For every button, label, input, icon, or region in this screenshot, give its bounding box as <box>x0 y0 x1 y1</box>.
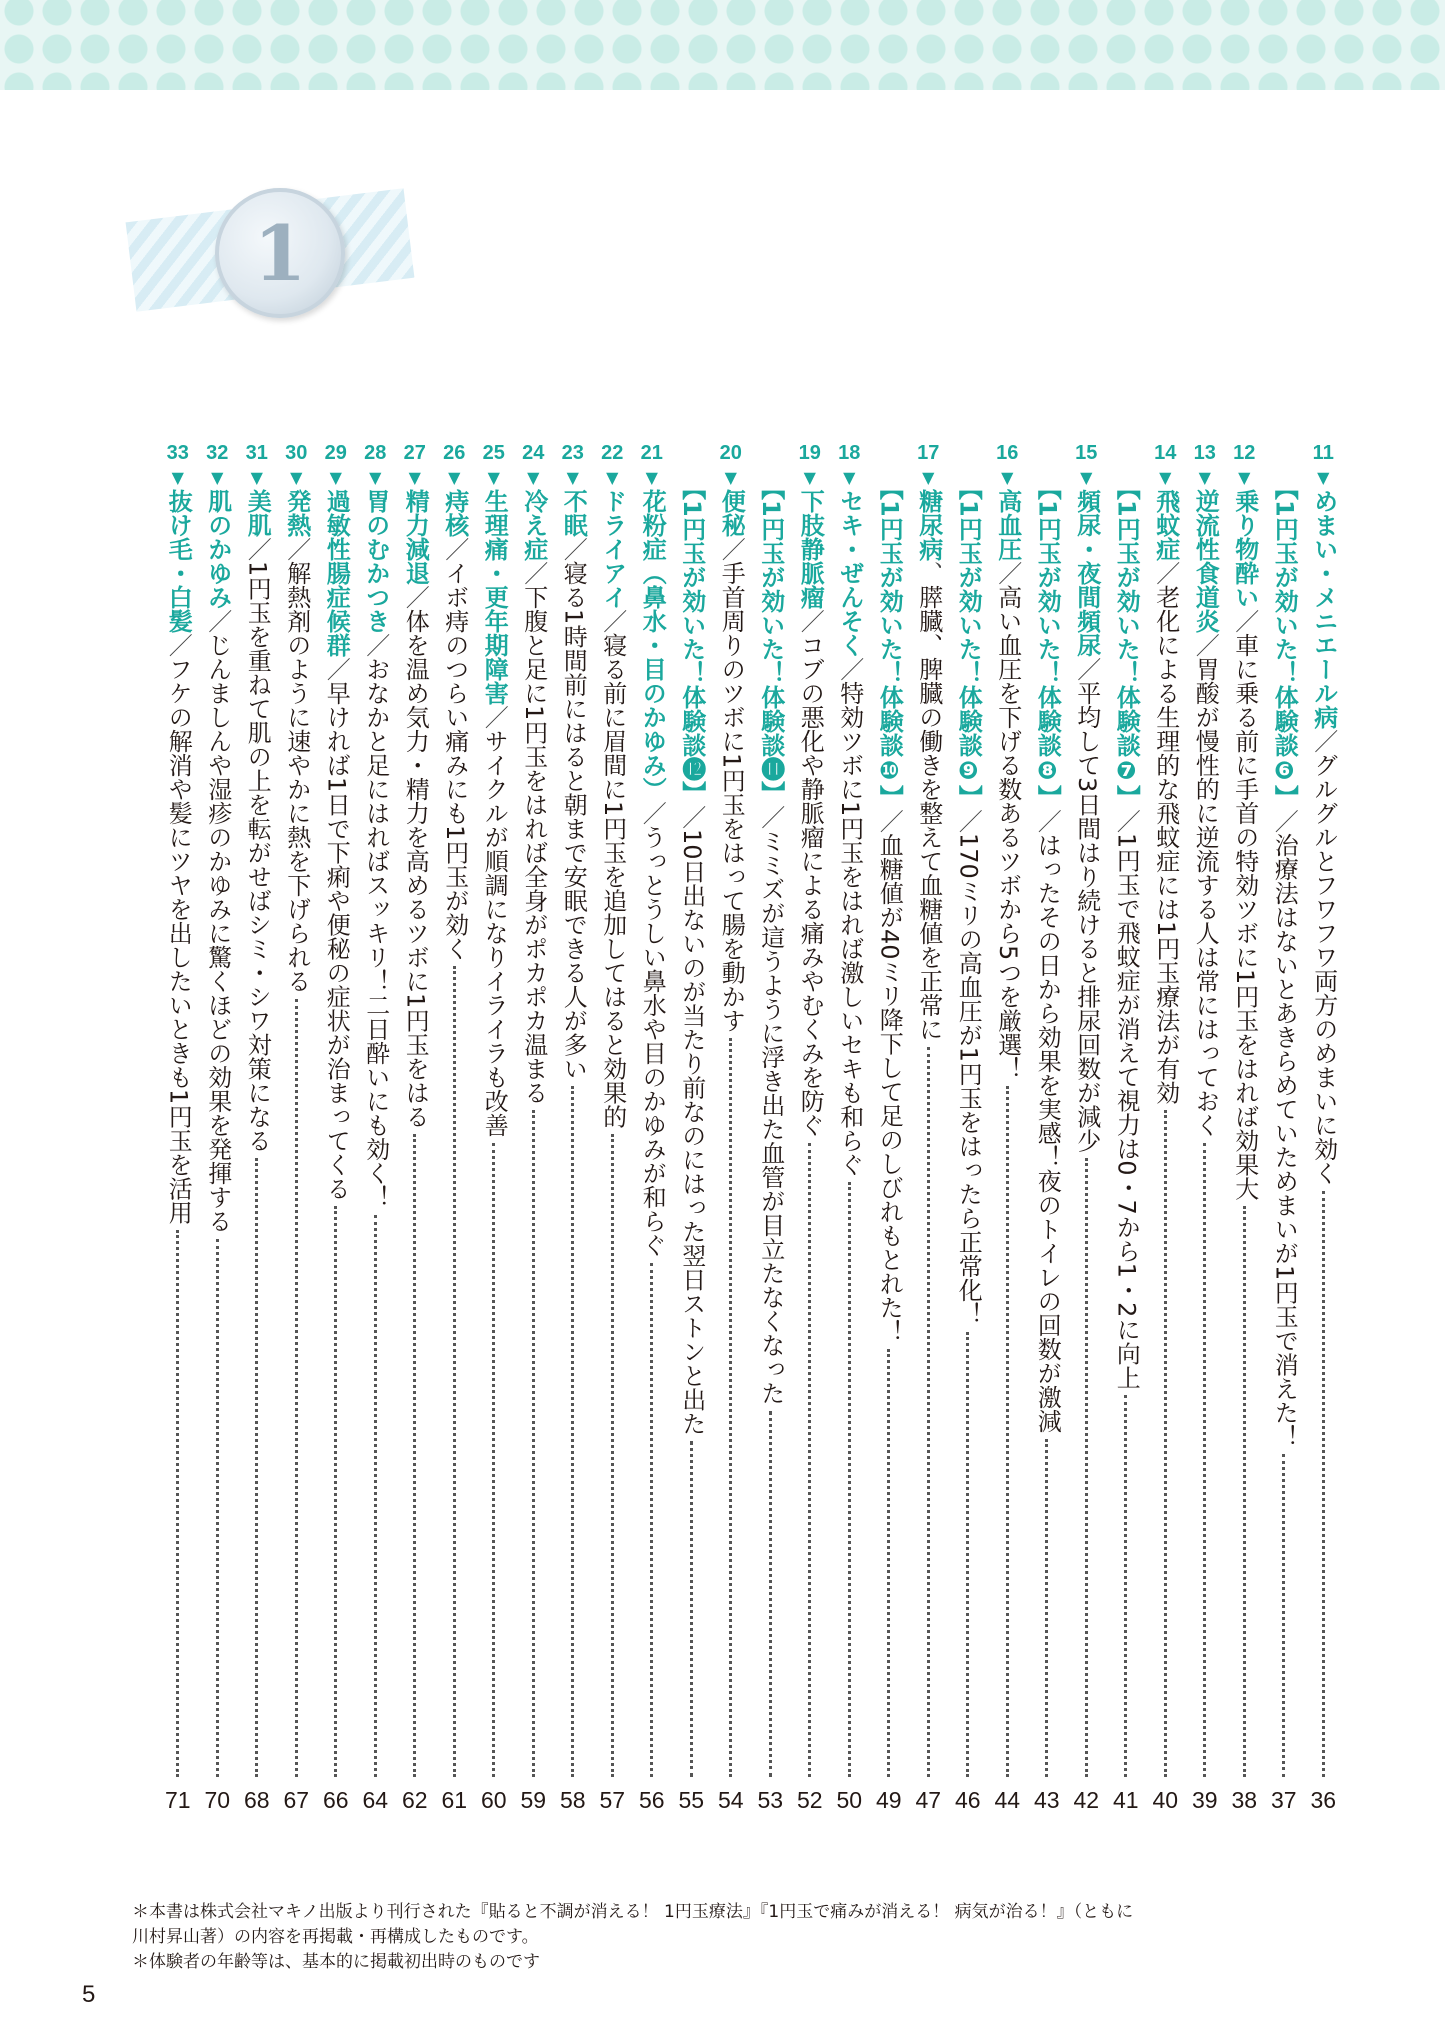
toc-entry[interactable] <box>277 438 317 1818</box>
dotted-leader <box>453 966 456 1777</box>
entry-title: 痔核 <box>440 489 469 537</box>
toc-entry[interactable] <box>632 438 672 1818</box>
entry-body <box>672 468 711 1783</box>
experience-label: 【1円玉が効いた！体験談⓫】 <box>756 476 785 805</box>
dotted-leader <box>1322 1191 1325 1777</box>
entry-description: コブの悪化や静脈瘤による痛みやむくみを防ぐ <box>796 633 825 1137</box>
entry-title: 抜け毛・白髪 <box>164 489 193 633</box>
triangle-icon: ▼ <box>1155 468 1175 487</box>
entry-description: 1円玉を重ねて肌の上を転がせばシミ・シワ対策になる <box>243 561 272 1153</box>
triangle-icon: ▼ <box>523 468 543 487</box>
separator: ／ <box>598 609 627 633</box>
separator: ／ <box>203 609 232 633</box>
triangle-icon: ▼ <box>800 468 820 487</box>
entry-page-number: 42 <box>1073 1787 1100 1813</box>
entry-title: セキ・ぜんそく <box>835 489 864 657</box>
experience-label: 【1円玉が効いた！体験談❽】 <box>1033 476 1062 809</box>
entry-page-number: 38 <box>1231 1787 1258 1813</box>
entry-body <box>1027 468 1066 1783</box>
dotted-leader <box>1203 1143 1206 1777</box>
separator: ／ <box>559 537 588 561</box>
entry-number: 16 <box>996 442 1019 464</box>
entry-description: 老化による生理的な飛蚊症には1円玉療法が有効 <box>1151 585 1180 1105</box>
entry-title: 冷え症 <box>519 489 548 561</box>
entry-number: 23 <box>561 442 584 464</box>
entry-title: 不眠 <box>559 489 588 537</box>
triangle-icon: ▼ <box>207 468 227 487</box>
dotted-leader <box>532 1110 535 1777</box>
dotted-leader <box>1243 1206 1246 1777</box>
entry-description: 10日出ないのが当たり前なのにはった翌日ストンと出た <box>677 828 706 1436</box>
dotted-leader <box>808 1143 811 1777</box>
footnote <box>132 1900 1133 1975</box>
entry-description: ミミズが這うように浮き出た血管が目立たなくなった <box>756 828 785 1405</box>
separator: ／ <box>1230 609 1259 633</box>
dotted-leader <box>927 1047 930 1777</box>
toc-entry[interactable] <box>198 438 238 1818</box>
entry-number: 32 <box>206 442 229 464</box>
entry-description: 膵臓、脾臓の働きを整えて血糖値を正常に <box>914 585 943 1041</box>
dotted-leader <box>1282 1454 1285 1777</box>
toc-entry[interactable] <box>830 438 870 1818</box>
entry-title: 胃のむかつき <box>361 489 390 633</box>
entry-page-number: 49 <box>875 1787 902 1813</box>
separator: ／ <box>1151 561 1180 585</box>
entry-page-number: 44 <box>994 1787 1021 1813</box>
entry-description: うっとうしい鼻水や目のかゆみが和らぐ <box>638 825 667 1257</box>
entry-body <box>553 468 592 1783</box>
entry-body <box>988 468 1027 1783</box>
separator: ／ <box>835 657 864 681</box>
separator: ／ <box>1270 808 1299 833</box>
entry-body <box>514 468 553 1783</box>
entry-description: 血糖値が40ミリ降下して足のしびれもとれた！ <box>875 832 904 1344</box>
entry-page-number: 61 <box>441 1787 468 1813</box>
dotted-leader <box>650 1263 653 1777</box>
separator: ／ <box>1112 808 1141 833</box>
entry-number: 13 <box>1193 442 1216 464</box>
entry-body <box>593 468 632 1783</box>
separator: ／ <box>361 633 390 657</box>
entry-number: 33 <box>166 442 189 464</box>
triangle-icon: ▼ <box>247 468 267 487</box>
entry-number <box>1264 438 1304 468</box>
toc-entry[interactable] <box>672 438 712 1818</box>
separator: ／ <box>164 633 193 657</box>
entry-title: 花粉症（鼻水・目のかゆみ） <box>638 489 667 801</box>
entry-body <box>1067 468 1106 1783</box>
dotted-leader <box>413 1134 416 1777</box>
entry-page-number: 55 <box>678 1787 705 1813</box>
separator: ／ <box>875 808 904 833</box>
toc-entry[interactable] <box>1185 438 1225 1818</box>
entry-description: 早ければ1日で下痢や便秘の症状が治まってくる <box>322 681 351 1201</box>
toc-entry[interactable] <box>395 438 435 1818</box>
entry-body <box>948 468 987 1783</box>
triangle-icon: ▼ <box>918 468 938 487</box>
dotted-leader <box>966 1332 969 1777</box>
entry-number: 19 <box>798 442 821 464</box>
entry-page-number: 60 <box>480 1787 507 1813</box>
dotted-leader <box>176 1230 179 1777</box>
entry-description: フケの解消や髪にツヤを出したいときも1円玉を活用 <box>164 657 193 1225</box>
dotted-leader <box>295 999 298 1777</box>
separator: ／ <box>519 561 548 585</box>
entry-title: 過敏性腸症候群 <box>322 489 351 657</box>
entry-body <box>751 468 790 1783</box>
entry-title: 乗り物酔い <box>1230 489 1259 609</box>
entry-number: 12 <box>1233 442 1256 464</box>
entry-page-number: 50 <box>836 1787 863 1813</box>
entry-number <box>1027 438 1067 468</box>
separator: ／ <box>954 808 983 833</box>
entry-page-number: 59 <box>520 1787 547 1813</box>
entry-number: 25 <box>482 442 505 464</box>
entry-page-number: 70 <box>204 1787 231 1813</box>
separator: ／ <box>322 657 351 681</box>
entry-description: グルグルとフワフワ両方のめまいに効く <box>1309 753 1338 1185</box>
entry-body <box>632 468 671 1783</box>
entry-description: 解熱剤のように速やかに熱を下げられる <box>282 561 311 993</box>
entry-number: 27 <box>403 442 426 464</box>
entry-number: 17 <box>917 442 940 464</box>
experience-label: 【1円玉が効いた！体験談❻】 <box>1270 476 1299 809</box>
separator: ／ <box>401 585 430 609</box>
triangle-icon: ▼ <box>1195 468 1215 487</box>
entry-page-number: 68 <box>243 1787 270 1813</box>
entry-page-number: 53 <box>757 1787 784 1813</box>
entry-title: めまい・メニエール病 <box>1309 489 1338 729</box>
dotted-leader <box>887 1349 890 1777</box>
entry-page-number: 66 <box>322 1787 349 1813</box>
entry-page-number: 39 <box>1191 1787 1218 1813</box>
entry-number: 28 <box>364 442 387 464</box>
entry-body <box>158 468 197 1783</box>
entry-title: 生理痛・更年期障害 <box>480 489 509 705</box>
triangle-icon: ▼ <box>405 468 425 487</box>
toc-entry[interactable] <box>593 438 633 1818</box>
footnote-line: ＊体験者の年齢等は、基本的に掲載初出時のものです <box>132 1952 540 1972</box>
triangle-icon: ▼ <box>168 468 188 487</box>
triangle-icon: ▼ <box>563 468 583 487</box>
dotted-leader <box>1164 1110 1167 1777</box>
separator: ／ <box>282 537 311 561</box>
page-number: 5 <box>82 1981 96 2008</box>
entry-description: イボ痔のつらい痛みにも1円玉が効く <box>440 561 469 961</box>
separator: ／ <box>440 537 469 561</box>
dotted-leader <box>492 1143 495 1777</box>
entry-page-number: 36 <box>1310 1787 1337 1813</box>
entry-body <box>711 468 750 1783</box>
entry-number: 20 <box>719 442 742 464</box>
entry-number: 29 <box>324 442 347 464</box>
triangle-icon: ▼ <box>602 468 622 487</box>
experience-label: 【1円玉が効いた！体験談❼】 <box>1112 476 1141 809</box>
separator: ／ <box>480 705 509 729</box>
toc-entry[interactable] <box>909 438 949 1818</box>
entry-body <box>830 468 869 1783</box>
toc-entry[interactable] <box>988 438 1028 1818</box>
dotted-leader <box>1045 1439 1048 1777</box>
entry-body <box>474 468 513 1783</box>
separator: ／ <box>638 801 667 825</box>
entry-page-number: 46 <box>954 1787 981 1813</box>
toc-entry[interactable] <box>1106 438 1146 1818</box>
entry-description: 手首周りのツボに1円玉をはって腸を動かす <box>717 561 746 1033</box>
entry-title: 高血圧 <box>993 489 1022 561</box>
entry-page-number: 47 <box>915 1787 942 1813</box>
triangle-icon: ▼ <box>484 468 504 487</box>
experience-label: 【1円玉が効いた！体験談❾】 <box>954 476 983 809</box>
toc-entry[interactable] <box>158 438 198 1818</box>
entry-page-number: 56 <box>638 1787 665 1813</box>
entry-body <box>1304 468 1343 1783</box>
entry-title: 精力減退 <box>401 489 430 585</box>
entry-body <box>1264 468 1303 1783</box>
entry-description: サイクルが順調になりイライラも改善 <box>480 729 509 1137</box>
entry-title: 発熱 <box>282 489 311 537</box>
entry-number: 30 <box>285 442 308 464</box>
separator: ／ <box>796 609 825 633</box>
toc-entry[interactable] <box>790 438 830 1818</box>
entry-description: じんましんや湿疹のかゆみに驚くほどの効果を発揮する <box>203 633 232 1233</box>
toc-entry[interactable] <box>356 438 396 1818</box>
dotted-leader <box>374 1215 377 1777</box>
triangle-icon: ▼ <box>642 468 662 487</box>
entry-body <box>869 468 908 1783</box>
separator: ／ <box>756 804 785 829</box>
entry-page-number: 40 <box>1152 1787 1179 1813</box>
entry-body <box>1185 468 1224 1783</box>
toc-entry[interactable] <box>1225 438 1265 1818</box>
entry-number: 14 <box>1154 442 1177 464</box>
one-yen-coin-icon <box>215 188 345 318</box>
toc-entry[interactable] <box>553 438 593 1818</box>
entry-page-number: 52 <box>796 1787 823 1813</box>
dotted-leader <box>611 1134 614 1777</box>
dotted-leader <box>571 1086 574 1777</box>
entry-page-number: 58 <box>559 1787 586 1813</box>
entry-number: 15 <box>1075 442 1098 464</box>
entry-description: 特効ツボに1円玉をはれば激しいセキも和らぐ <box>835 681 864 1177</box>
entry-body <box>435 468 474 1783</box>
entry-page-number: 54 <box>717 1787 744 1813</box>
entry-page-number: 57 <box>599 1787 626 1813</box>
entry-description: 胃酸が慢性的に逆流する人は常にはっておく <box>1191 657 1220 1137</box>
entry-number: 26 <box>443 442 466 464</box>
entry-description: 170ミリの高血圧が1円玉をはったら正常化！ <box>954 832 983 1326</box>
entry-description: 車に乗る前に手首の特効ツボに1円玉をはれば効果大 <box>1230 633 1259 1201</box>
separator: ／ <box>717 537 746 561</box>
entry-number <box>869 438 909 468</box>
entry-body <box>790 468 829 1783</box>
entry-page-number: 64 <box>362 1787 389 1813</box>
entry-body <box>277 468 316 1783</box>
entry-title: 下肢静脈瘤 <box>796 489 825 609</box>
entry-number: 18 <box>838 442 861 464</box>
entry-page-number: 37 <box>1270 1787 1297 1813</box>
toc-entry[interactable] <box>948 438 988 1818</box>
footnote-line: ＊本書は株式会社マキノ出版より刊行された『貼ると不調が消える！ 1円玉療法』『1円玉で痛みが消える！ 病気が治る！』（ともに <box>132 1902 1134 1922</box>
entry-number: 31 <box>245 442 268 464</box>
entry-body <box>1106 468 1145 1783</box>
dotted-leader <box>769 1411 772 1777</box>
triangle-icon: ▼ <box>721 468 741 487</box>
dotted-leader <box>334 1206 337 1777</box>
entry-number: 21 <box>640 442 663 464</box>
dotted-leader <box>1124 1395 1127 1777</box>
toc-entry[interactable] <box>237 438 277 1818</box>
entry-description: おなかと足にはればスッキリ！二日酔いにも効く！ <box>361 657 390 1209</box>
separator: ／ <box>677 804 706 829</box>
entry-number: 11 <box>1312 442 1334 464</box>
entry-page-number: 67 <box>283 1787 310 1813</box>
separator: ／ <box>993 561 1022 585</box>
entry-title: 逆流性食道炎 <box>1191 489 1220 633</box>
entry-body <box>1225 468 1264 1783</box>
entry-number <box>948 438 988 468</box>
toc-entry[interactable] <box>435 438 475 1818</box>
dotted-leader <box>1085 1158 1088 1777</box>
toc-entry[interactable] <box>1146 438 1186 1818</box>
triangle-icon: ▼ <box>365 468 385 487</box>
entry-description: 下腹と足に1円玉をはれば全身がポカポカ温まる <box>519 585 548 1105</box>
entry-description: 1円玉で飛蚊症が消えて視力は0・7から1・2に向上 <box>1112 832 1141 1390</box>
triangle-icon: ▼ <box>997 468 1017 487</box>
entry-title: 飛蚊症 <box>1151 489 1180 561</box>
entry-page-number: 71 <box>164 1787 191 1813</box>
entry-number <box>751 438 791 468</box>
separator: ／ <box>1191 633 1220 657</box>
footnote-line: 川村昇山著）の内容を再掲載・再構成したものです。 <box>132 1927 539 1947</box>
toc-entry[interactable] <box>514 438 554 1818</box>
entry-description: 平均して3日間はり続けると排尿回数が減少 <box>1072 681 1101 1153</box>
separator: ／ <box>1072 657 1101 681</box>
toc-entry[interactable] <box>751 438 791 1818</box>
entry-page-number: 43 <box>1033 1787 1060 1813</box>
entry-number <box>672 438 712 468</box>
triangle-icon: ▼ <box>444 468 464 487</box>
toc-entry[interactable] <box>316 438 356 1818</box>
entry-number <box>1106 438 1146 468</box>
entry-title: ドライアイ <box>598 489 627 609</box>
entry-body <box>1146 468 1185 1783</box>
toc-entry[interactable] <box>1067 438 1107 1818</box>
triangle-icon: ▼ <box>286 468 306 487</box>
triangle-icon: ▼ <box>326 468 346 487</box>
table-of-contents <box>158 438 1343 1818</box>
experience-label: 【1円玉が効いた！体験談⓬】 <box>677 476 706 805</box>
toc-entry[interactable] <box>1027 438 1067 1818</box>
toc-entry[interactable] <box>1304 438 1344 1818</box>
separator: ／ <box>243 537 272 561</box>
entry-body <box>316 468 355 1783</box>
entry-title: 肌のかゆみ <box>203 489 232 609</box>
entry-description: 寝る1時間前にはると朝まで安眠できる人が多い <box>559 561 588 1081</box>
entry-body <box>198 468 237 1783</box>
dot-pattern-header <box>0 0 1445 90</box>
dotted-leader <box>1006 1086 1009 1777</box>
dotted-leader <box>848 1182 851 1777</box>
triangle-icon: ▼ <box>1076 468 1096 487</box>
entry-body <box>356 468 395 1783</box>
separator: ／ <box>1309 729 1338 753</box>
entry-body <box>237 468 276 1783</box>
toc-entry[interactable] <box>474 438 514 1818</box>
dotted-leader <box>216 1239 219 1777</box>
separator: ／ <box>1033 808 1062 833</box>
separator: 、 <box>914 561 943 585</box>
entry-title: 美肌 <box>243 489 272 537</box>
entry-description: 高い血圧を下げる数あるツボから5つを厳選！ <box>993 585 1022 1081</box>
entry-body <box>395 468 434 1783</box>
toc-entry[interactable] <box>711 438 751 1818</box>
entry-page-number: 62 <box>401 1787 428 1813</box>
entry-title: 頻尿・夜間頻尿 <box>1072 489 1101 657</box>
triangle-icon: ▼ <box>839 468 859 487</box>
entry-title: 便秘 <box>717 489 746 537</box>
entry-number: 22 <box>601 442 624 464</box>
entry-number: 24 <box>522 442 545 464</box>
triangle-icon: ▼ <box>1234 468 1254 487</box>
toc-entry[interactable] <box>869 438 909 1818</box>
entry-body <box>909 468 948 1783</box>
dotted-leader <box>690 1441 693 1777</box>
entry-title: 糖尿病 <box>914 489 943 561</box>
triangle-icon: ▼ <box>1313 468 1333 487</box>
entry-page-number: 41 <box>1112 1787 1139 1813</box>
entry-description: 体を温め気力・精力を高めるツボに1円玉をはる <box>401 609 430 1129</box>
entry-description: はったその日から効果を実感！夜のトイレの回数が激減 <box>1033 832 1062 1433</box>
coin-digit: 1 <box>253 208 307 298</box>
dotted-leader <box>729 1038 732 1777</box>
entry-description: 寝る前に眉間に1円玉を追加してはると効果的 <box>598 633 627 1129</box>
toc-entry[interactable] <box>1264 438 1304 1818</box>
experience-label: 【1円玉が効いた！体験談❿】 <box>875 476 904 809</box>
entry-description: 治療法はないとあきらめていためまいが1円玉で消えた！ <box>1270 832 1299 1448</box>
dotted-leader <box>255 1158 258 1777</box>
